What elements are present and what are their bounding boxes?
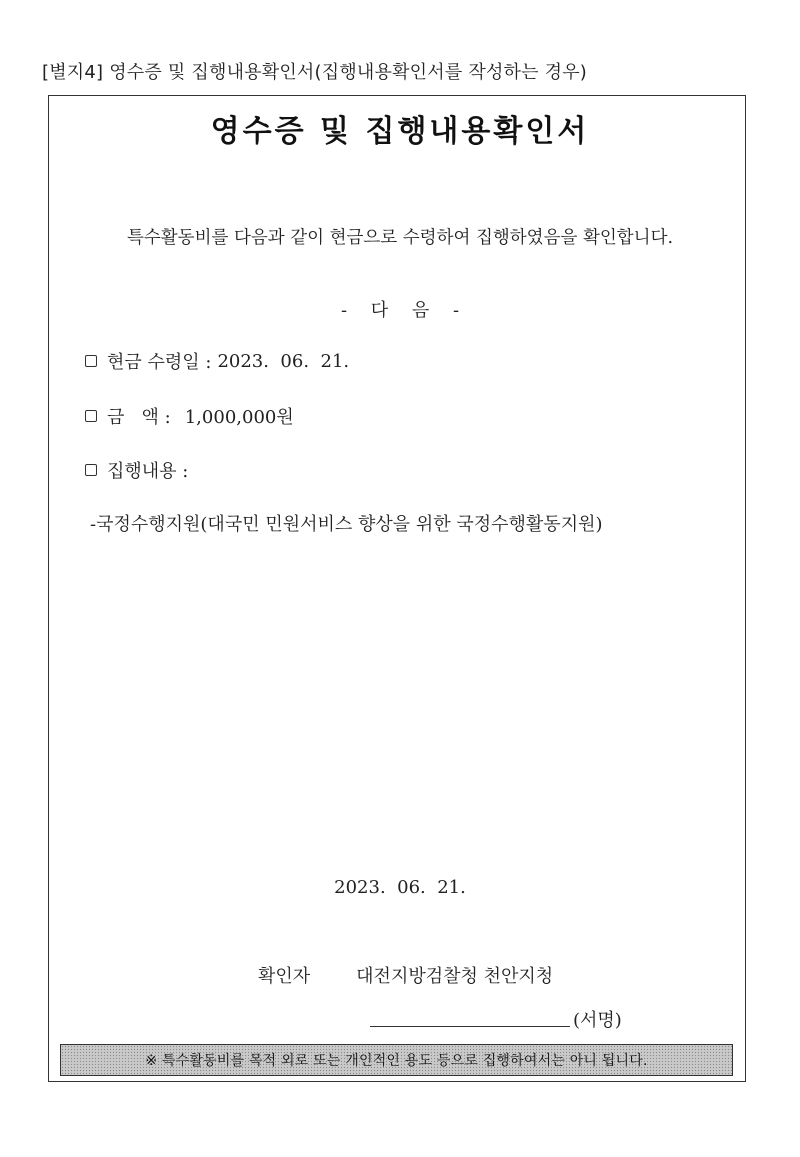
notice-text: ※ 특수활동비를 목적 외로 또는 개인적인 용도 등으로 집행하여서는 아니 됩니다.: [145, 1053, 648, 1069]
notice-banner: [60, 1044, 733, 1076]
section-heading: - 다 음 -: [340, 300, 460, 321]
execution-detail: -국정수행지원(대국민 민원서비스 향상을 위한 국정수행활동지원): [90, 514, 603, 535]
amount-value: 1,000,000원: [184, 407, 294, 428]
intro-statement: 특수활동비를 다음과 같이 현금으로 수령하여 집행하였음을 확인합니다.: [126, 228, 674, 248]
confirmer-organization: 대전지방검찰청 천안지청: [356, 966, 554, 987]
signature-label: (서명): [573, 1010, 622, 1031]
list-item-receipt-date: [85, 348, 349, 374]
receipt-date-value: 2023. 06. 21.: [217, 350, 350, 372]
amount-label: 금 액 :: [107, 407, 171, 428]
checkbox-icon: [85, 355, 97, 367]
signature-field[interactable]: [370, 1026, 570, 1027]
confirmer-label: 확인자: [258, 966, 311, 987]
list-item-amount: [85, 403, 294, 429]
form-attachment-label: [별지4] 영수증 및 집행내용확인서(집행내용확인서를 작성하는 경우): [42, 62, 588, 83]
list-item-execution-content: [85, 457, 188, 483]
sign-date: 2023. 06. 21.: [334, 877, 466, 898]
execution-content-label: 집행내용 :: [107, 461, 189, 482]
document-title: 영수증 및 집행내용확인서: [210, 114, 590, 149]
checkbox-icon: [85, 410, 97, 422]
receipt-date-label: 현금 수령일 :: [107, 352, 212, 373]
confirmer-line: [258, 962, 553, 988]
checkbox-icon: [85, 464, 97, 476]
